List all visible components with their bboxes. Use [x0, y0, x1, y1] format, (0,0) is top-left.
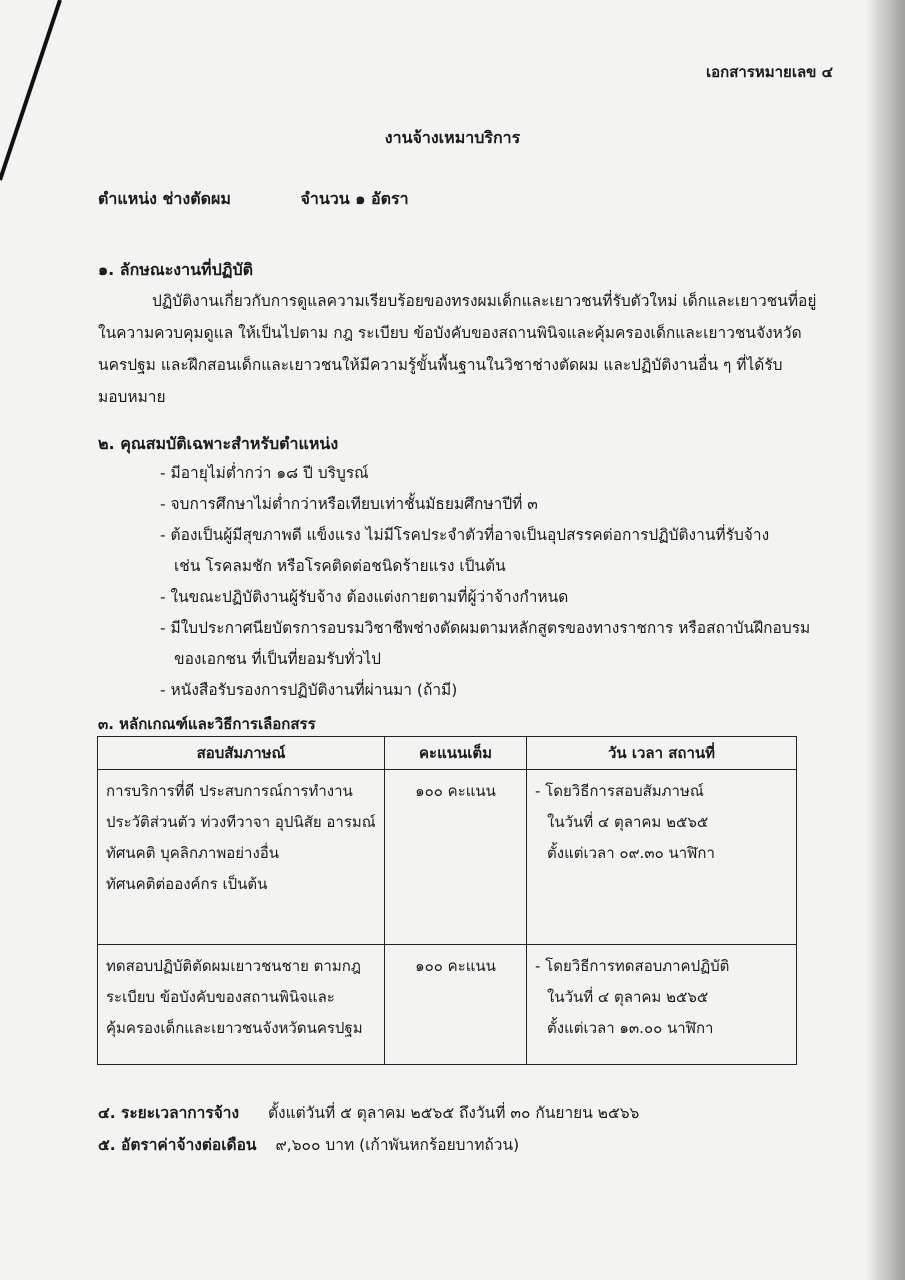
position-label: ตำแหน่ง ช่างตัดผม — [98, 189, 231, 208]
schedule-line: ในวันที่ ๔ ตุลาคม ๒๕๖๕ — [547, 813, 709, 831]
score-cell: ๑๐๐ คะแนน — [385, 945, 527, 1065]
table-header: สอบสัมภาษณ์ — [98, 737, 385, 770]
page-title: งานจ้างเหมาบริการ — [384, 128, 521, 147]
section1-body — [98, 285, 833, 413]
qualification-item: - หนังสือรับรองการปฏิบัติงานที่ผ่านมา (ถ้ามี) — [160, 681, 458, 699]
qualifications-list — [160, 458, 820, 706]
section2-heading: ๒. คุณสมบัติเฉพาะสำหรับตำแหน่ง — [98, 434, 339, 453]
schedule-line: ตั้งแต่เวลา ๑๓.๐๐ นาฬิกา — [547, 1019, 714, 1037]
schedule-line: - โดยวิธีการทดสอบภาคปฏิบัติ — [535, 957, 730, 975]
section1-heading: ๑. ลักษณะงานที่ปฏิบัติ — [98, 260, 254, 279]
monthly-wage-label: ๕. อัตราค่าจ้างต่อเดือน — [98, 1136, 257, 1154]
qualification-item: - มีใบประกาศนียบัตรการอบรมวิชาชีพช่างตัดผมตามหลักสูตรของทางราชการ หรือสถาบันฝึกอบรม — [160, 619, 811, 637]
scan-shadow — [865, 0, 905, 1280]
scan-edge-mark — [0, 0, 120, 200]
section1-line: มอบหมาย — [98, 388, 166, 406]
position-row — [98, 187, 409, 212]
score-cell: ๑๐๐ คะแนน — [385, 770, 527, 945]
qualification-item-cont: ของเอกชน ที่เป็นที่ยอมรับทั่วไป — [174, 650, 382, 668]
schedule-line: ตั้งแต่เวลา ๐๙.๓๐ นาฬิกา — [547, 844, 715, 862]
employment-period — [98, 1100, 639, 1125]
schedule-cell — [527, 945, 797, 1065]
criteria-cell — [98, 770, 385, 945]
schedule-line: ในวันที่ ๔ ตุลาคม ๒๕๖๕ — [547, 988, 709, 1006]
qualification-item: - ในขณะปฏิบัติงานผู้รับจ้าง ต้องแต่งกายตามที่ผู้ว่าจ้างกำหนด — [160, 588, 569, 606]
monthly-wage-value: ๙,๖๐๐ บาท (เก้าพันหกร้อยบาทถ้วน) — [275, 1136, 520, 1154]
section1-line: ในความควบคุมดูแล ให้เป็นไปตาม กฎ ระเบียบ ข้อบังคับของสถานพินิจและคุ้มครองเด็กและเยาวชนจังหวัด — [98, 324, 802, 342]
schedule-cell — [527, 770, 797, 945]
qualification-item: - จบการศึกษาไม่ต่ำกว่าหรือเทียบเท่าชั้นมัธยมศึกษาปีที่ ๓ — [160, 495, 538, 513]
table-header: คะแนนเต็ม — [385, 737, 527, 770]
table-header: วัน เวลา สถานที่ — [527, 737, 797, 770]
employment-period-label: ๔. ระยะเวลาการจ้าง — [98, 1104, 240, 1122]
schedule-line: - โดยวิธีการสอบสัมภาษณ์ — [535, 782, 704, 800]
criteria-line: ทัศนคติต่อองค์กร เป็นต้น — [106, 875, 268, 893]
criteria-line: คุ้มครองเด็กและเยาวชนจังหวัดนครปฐม — [106, 1019, 363, 1037]
criteria-line: ทัศนคติ บุคลิกภาพอย่างอื่น — [106, 844, 280, 862]
position-count: จำนวน ๑ อัตรา — [300, 189, 409, 208]
criteria-line: ทดสอบปฏิบัติตัดผมเยาวชนชาย ตามกฎ — [106, 957, 361, 975]
section1-line: ปฏิบัติงานเกี่ยวกับการดูแลความเรียบร้อยของทรงผมเด็กและเยาวชนที่รับตัวใหม่ เด็กและเยาวชนที่อยู่ — [152, 292, 817, 310]
criteria-line: ประวัติส่วนตัว ท่วงทีวาจา อุปนิสัย อารมณ์ — [106, 813, 376, 831]
table-row — [98, 770, 797, 945]
document-number: เอกสารหมายเลข ๔ — [706, 63, 833, 81]
criteria-line: การบริการที่ดี ประสบการณ์การทำงาน — [106, 782, 353, 800]
criteria-line: ระเบียบ ข้อบังคับของสถานพินิจและ — [106, 988, 335, 1006]
section1-line: นครปฐม และฝึกสอนเด็กและเยาวชนให้มีความรู้ขั้นพื้นฐานในวิชาช่างตัดผม และปฏิบัติงานอื่น ๆ ที่ได้รับ — [98, 356, 783, 374]
qualification-item-cont: เช่น โรคลมชัก หรือโรคติดต่อชนิดร้ายแรง เป็นต้น — [174, 557, 506, 575]
qualification-item: - มีอายุไม่ต่ำกว่า ๑๘ ปี บริบูรณ์ — [160, 464, 369, 482]
selection-table — [97, 736, 797, 1065]
employment-period-value: ตั้งแต่วันที่ ๕ ตุลาคม ๒๕๖๕ ถึงวันที่ ๓๐ กันยายน ๒๕๖๖ — [267, 1104, 640, 1122]
table-row — [98, 945, 797, 1065]
monthly-wage — [98, 1132, 519, 1157]
section3-heading: ๓. หลักเกณฑ์และวิธีการเลือกสรร — [98, 715, 316, 733]
criteria-cell — [98, 945, 385, 1065]
qualification-item: - ต้องเป็นผู้มีสุขภาพดี แข็งแรง ไม่มีโรคประจำตัวที่อาจเป็นอุปสรรคต่อการปฏิบัติงานที่รับจ้าง — [160, 526, 770, 544]
table-header-row — [98, 737, 797, 770]
